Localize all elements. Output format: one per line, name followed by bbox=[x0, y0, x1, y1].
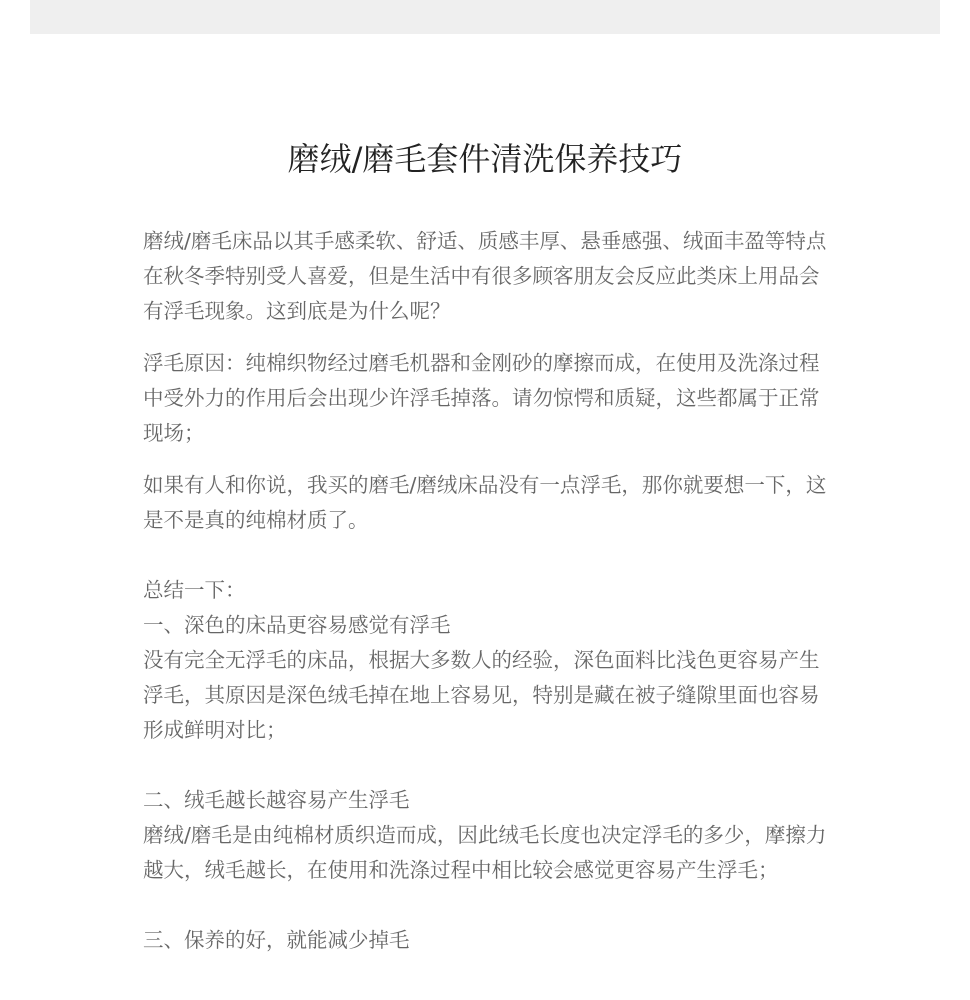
section-spacer bbox=[143, 888, 833, 923]
top-banner-bar bbox=[30, 0, 940, 34]
note-paragraph: 如果有人和你说，我买的磨毛/磨绒床品没有一点浮毛，那你就要想一下，这是不是真的纯棉材质了。 bbox=[143, 473, 827, 532]
article-body bbox=[143, 224, 833, 958]
paragraph-spacer bbox=[143, 329, 833, 346]
article-title: 磨绒/磨毛套件清洗保养技巧 bbox=[287, 140, 683, 178]
summary-label: 总结一下： bbox=[143, 578, 246, 602]
point-3-heading: 三、保养的好，就能减少掉毛 bbox=[143, 928, 410, 952]
cause-paragraph: 浮毛原因：纯棉织物经过磨毛机器和金刚砂的摩擦而成，在使用及洗涤过程中受外力的作用后会出现少许浮毛掉落。请勿惊愕和质疑，这些都属于正常现场； bbox=[143, 351, 820, 445]
section-spacer bbox=[143, 748, 833, 783]
intro-paragraph: 磨绒/磨毛床品以其手感柔软、舒适、质感丰厚、悬垂感强、绒面丰盈等特点在秋冬季特别受人喜爱，但是生活中有很多顾客朋友会反应此类床上用品会有浮毛现象。这到底是为什么呢？ bbox=[143, 229, 827, 323]
section-spacer bbox=[143, 538, 833, 573]
paragraph-spacer bbox=[143, 451, 833, 468]
point-2-body: 磨绒/磨毛是由纯棉材质织造而成，因此绒毛长度也决定浮毛的多少，摩擦力越大，绒毛越长，在使用和洗涤过程中相比较会感觉更容易产生浮毛； bbox=[143, 823, 827, 882]
point-1-body: 没有完全无浮毛的床品，根据大多数人的经验，深色面料比浅色更容易产生浮毛，其原因是深色绒毛掉在地上容易见，特别是藏在被子缝隙里面也容易形成鲜明对比； bbox=[143, 648, 820, 742]
point-2-heading: 二、绒毛越长越容易产生浮毛 bbox=[143, 788, 410, 812]
point-1-heading: 一、深色的床品更容易感觉有浮毛 bbox=[143, 613, 451, 637]
